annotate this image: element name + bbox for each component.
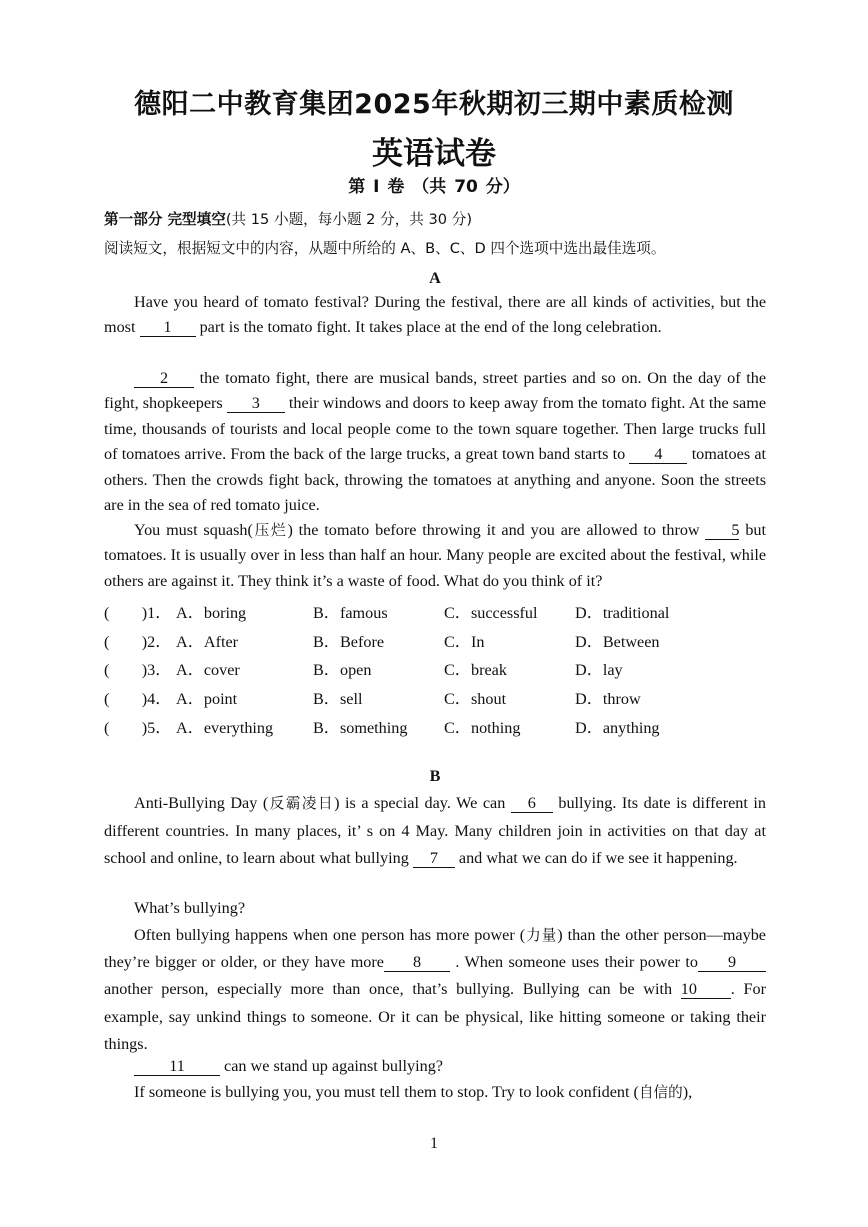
question-number: ( )4． bbox=[104, 690, 172, 709]
option-d: D．traditional bbox=[575, 604, 670, 623]
option-c: C．break bbox=[444, 661, 507, 680]
passage-b-text: ) is a special day. We can bbox=[334, 794, 506, 812]
option-row bbox=[104, 597, 695, 626]
option-d: D．throw bbox=[575, 690, 641, 709]
passage-a-text: part is the tomato fight. It takes place at the end of the long celebration. bbox=[199, 318, 662, 337]
passage-b-text: and what we can do if we see it happening. bbox=[458, 849, 738, 867]
option-a: A．cover bbox=[176, 661, 240, 680]
option-row bbox=[104, 683, 695, 712]
blank-9: 9 bbox=[698, 953, 766, 972]
blank-6: 6 bbox=[511, 794, 553, 813]
passage-a-label: A bbox=[429, 269, 441, 287]
passage-a-text: You must squash( bbox=[134, 521, 253, 539]
passage-b-paragraph-4 bbox=[104, 1054, 766, 1079]
option-c: C．successful bbox=[444, 604, 538, 623]
passage-b-text: . When someone uses their power to bbox=[455, 953, 698, 972]
option-a: A．everything bbox=[176, 718, 274, 737]
passage-a-paragraph-2 bbox=[104, 366, 766, 518]
passage-b-text: . For example, say unkind things to someone. Or it can be physical, like hitting someone or taking their things. bbox=[104, 980, 766, 1053]
exam-subtitle: 英语试卷 bbox=[372, 136, 496, 172]
passage-b-text: ) than the other person—maybe they’re bigger or older, or they have more bbox=[104, 926, 766, 972]
blank-5: 5 bbox=[705, 521, 739, 540]
passage-b-paragraph-3 bbox=[104, 922, 766, 1058]
question-number: ( )2． bbox=[104, 632, 172, 651]
passage-b-text: bullying. Its date is different in different countries. In many places, it’ s on 4 May. Many children join in activities on that day at school and online, to learn about what bullying bbox=[104, 794, 766, 867]
part1-heading-line bbox=[104, 207, 766, 232]
option-a: A．point bbox=[176, 690, 238, 709]
option-b: B．Before bbox=[313, 632, 385, 651]
option-a: A．After bbox=[176, 632, 239, 651]
passage-a-text: ) the tomato before throwing it and you are allowed to throw bbox=[287, 521, 700, 539]
passage-b-paragraph-5 bbox=[104, 1080, 766, 1105]
part1-heading: 第一部分 完型填空 bbox=[104, 211, 226, 228]
blank-11: 11 bbox=[134, 1057, 220, 1076]
passage-a-text: their windows and doors to keep away from the tomato fight. At the same time, thousands of tourists and local people come to the town square together. Then large trucks full of tomatoes arrive. From the back of the large trucks, a great town band starts to bbox=[104, 394, 767, 464]
passage-a-paragraph-3 bbox=[104, 518, 766, 594]
passage-b-paragraph-2: What’s bullying? bbox=[134, 899, 246, 917]
passage-b-text: If someone is bullying you, you must tell them to stop. Try to look confident ( bbox=[134, 1083, 639, 1101]
blank-8: 8 bbox=[384, 953, 450, 972]
passage-b-text: another person, especially more than once, that’s bullying. Bullying can be with bbox=[104, 980, 673, 999]
part1-heading-note: (共 15 小题，每小题 2 分，共 30 分) bbox=[225, 211, 473, 228]
chinese-gloss: 自信的 bbox=[638, 1084, 683, 1101]
exam-title: 德阳二中教育集团2025年秋期初三期中素质检测 bbox=[134, 89, 734, 120]
option-b: B．famous bbox=[313, 604, 388, 623]
option-c: C．In bbox=[444, 632, 485, 651]
option-c: C．nothing bbox=[444, 718, 521, 737]
question-number: ( )5． bbox=[104, 718, 172, 737]
passage-a-text: Have you heard of tomato festival? During the festival, there are all kinds of activities, but the most bbox=[104, 293, 766, 337]
passage-b-paragraph-1 bbox=[104, 790, 766, 873]
blank-4: 4 bbox=[629, 445, 687, 464]
volume-heading: 第 I 卷 （共 70 分） bbox=[348, 177, 520, 197]
passage-b-text: Anti-Bullying Day ( bbox=[134, 794, 269, 812]
passage-b-text: Often bullying happens when one person has more power ( bbox=[134, 926, 526, 944]
option-b: B．open bbox=[313, 661, 372, 680]
page-number: 1 bbox=[430, 1135, 438, 1152]
option-b: B．sell bbox=[313, 690, 363, 709]
question-number: ( )3． bbox=[104, 661, 172, 680]
options-table bbox=[104, 597, 695, 740]
chinese-gloss: 压烂 bbox=[252, 522, 288, 539]
blank-3: 3 bbox=[227, 394, 285, 413]
option-d: D．lay bbox=[575, 661, 623, 680]
blank-1: 1 bbox=[140, 318, 196, 337]
option-c: C．shout bbox=[444, 690, 507, 709]
option-b: B．something bbox=[313, 718, 408, 737]
blank-10: 10 bbox=[681, 980, 731, 999]
passage-a-text: the tomato fight, there are musical bands, street parties and so on. On the day of the fight, shopkeepers bbox=[104, 369, 767, 413]
option-a: A．boring bbox=[176, 604, 247, 623]
option-d: D．Between bbox=[575, 632, 660, 651]
option-row bbox=[104, 654, 695, 683]
passage-b-text: can we stand up against bullying? bbox=[224, 1057, 443, 1075]
chinese-gloss: 力量 bbox=[525, 927, 558, 944]
question-number: ( )1． bbox=[104, 604, 172, 623]
option-row bbox=[104, 626, 695, 655]
passage-a-text: tomatoes at others. Then the crowds fight back, throwing the tomatoes at anything and anyone. Soon the streets are in the sea of red tomato juice. bbox=[104, 445, 767, 515]
passage-b-label: B bbox=[429, 767, 441, 785]
option-row bbox=[104, 711, 695, 740]
blank-7: 7 bbox=[413, 849, 455, 868]
passage-b-text: ), bbox=[682, 1083, 693, 1101]
passage-a-text: but tomatoes. It is usually over in less than half an hour. Many people are excited about the festival, while others are against it. They think it’s a waste of food. What do you think of it? bbox=[104, 521, 766, 590]
passage-a-paragraph-1 bbox=[104, 290, 766, 341]
option-d: D．anything bbox=[575, 718, 660, 737]
part1-instruction: 阅读短文，根据短文中的内容，从题中所给的 A、B、C、D 四个选项中选出最佳选项。 bbox=[104, 240, 666, 257]
chinese-gloss: 反霸凌日 bbox=[268, 795, 335, 812]
blank-2: 2 bbox=[134, 369, 194, 388]
